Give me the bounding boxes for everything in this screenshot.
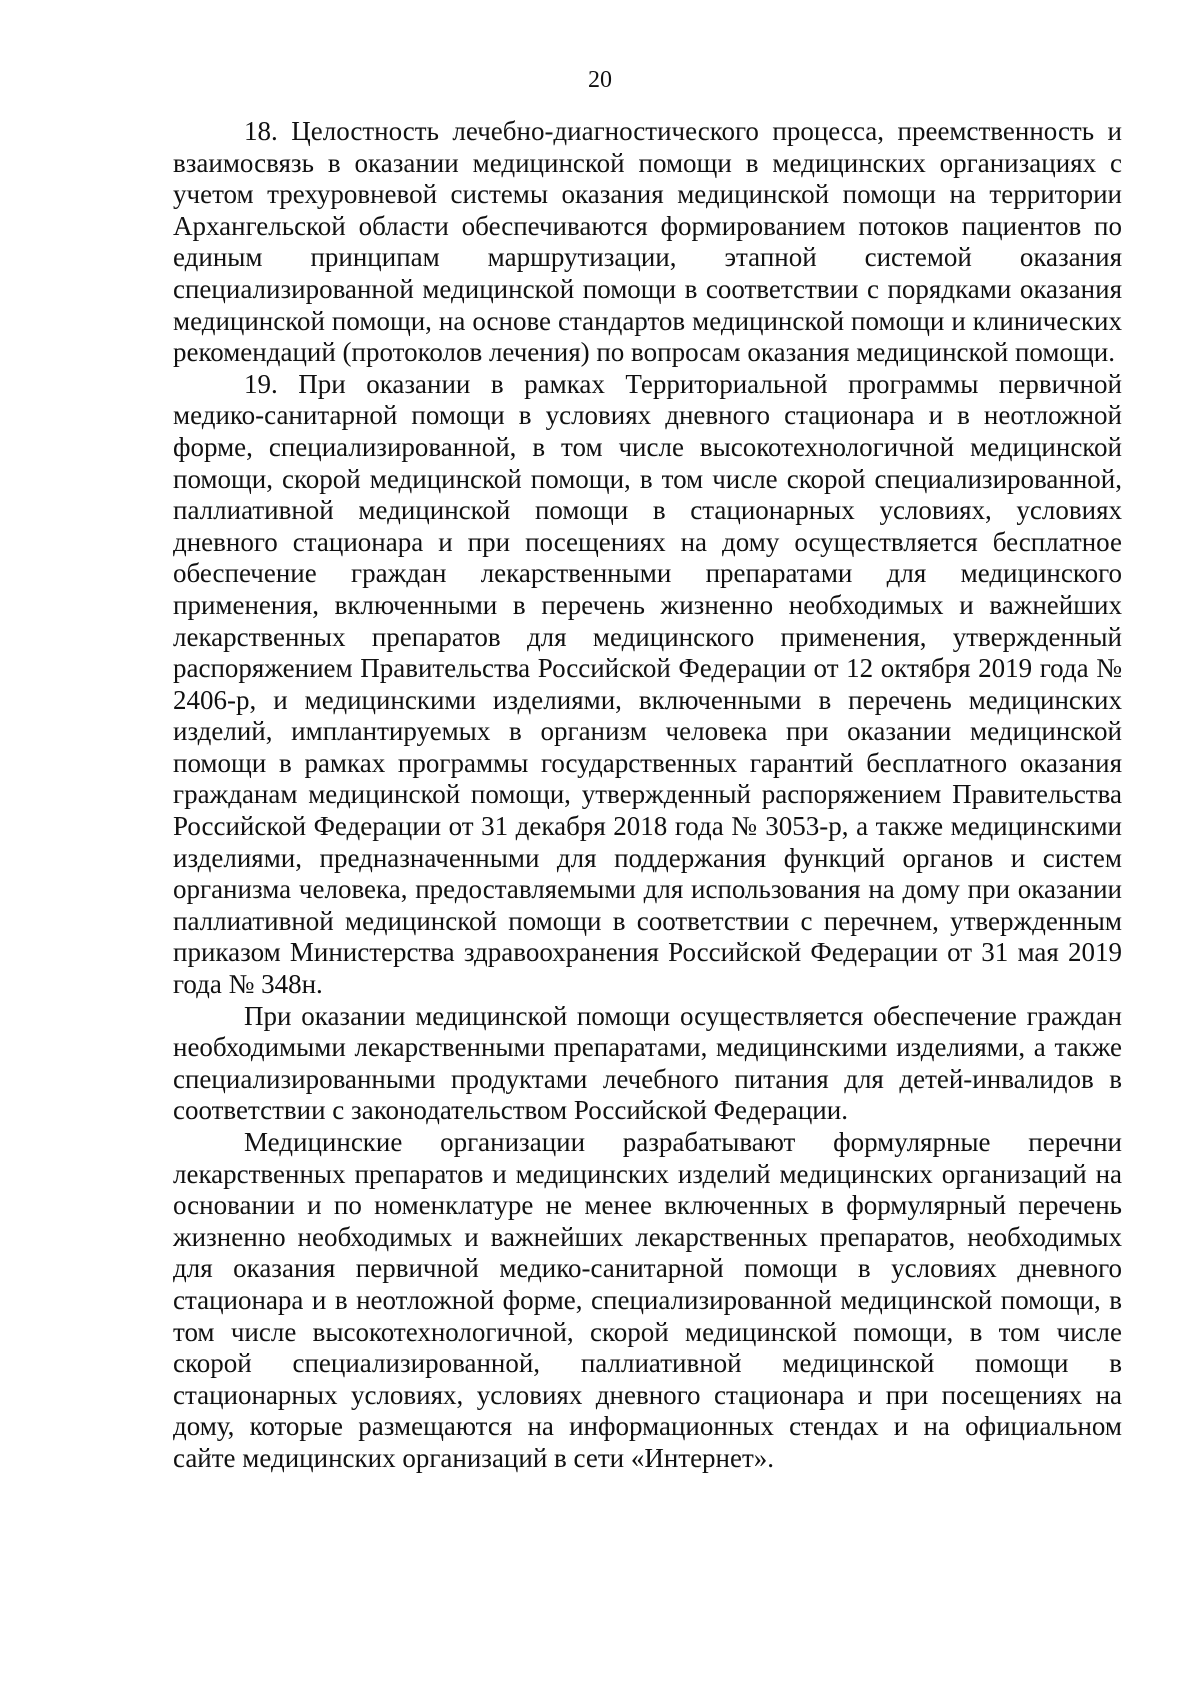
paragraph-medical-supply: При оказании медицинской помощи осуществляется обеспечение граждан необходимыми лекарственными препаратами, медицинскими изделиями, а также специализированными продуктами лечебного питания для детей-инвалидов в соответствии с законодательством Российской Федерации. bbox=[173, 1000, 1122, 1126]
paragraph-19: 19. При оказании в рамках Территориальной программы первичной медико-санитарной помощи в условиях дневного стационара и в неотложной форме, специализированной, в том числе высокотехнологичной медицинской помощи, скорой медицинской помощи, в том числе скорой специализированной, паллиативной медицинской помощи в стационарных условиях, условиях дневного стационара и при посещениях на дому осуществляется бесплатное обеспечение граждан лекарственными препаратами для медицинского применения, включенными в перечень жизненно необходимых и важнейших лекарственных препаратов для медицинского применения, утвержденный распоряжением Правительства Российской Федерации от 12 октября 2019 года № 2406-р, и медицинскими изделиями, включенными в перечень медицинских изделий, имплантируемых в организм человека при оказании медицинской помощи в рамках программы государственных гарантий бесплатного оказания гражданам медицинской помощи, утвержденный распоряжением Правительства Российской Федерации от 31 декабря 2018 года № 3053-р, а также медицинскими изделиями, предназначенными для поддержания функций органов и систем организма человека, предоставляемыми для использования на дому при оказании паллиативной медицинской помощи в соответствии с перечнем, утвержденным приказом Министерства здравоохранения Российской Федерации от 31 мая 2019 года № 348н. bbox=[173, 368, 1122, 1000]
document-body bbox=[173, 116, 1122, 1475]
paragraph-formulary-lists: Медицинские организации разрабатывают формулярные перечни лекарственных препаратов и медицинских изделий медицинских организаций на основании и по номенклатуре не менее включенных в формулярный перечень жизненно необходимых и важнейших лекарственных препаратов, необходимых для оказания первичной медико-санитарной помощи в условиях дневного стационара и в неотложной форме, специализированной медицинской помощи, в том числе высокотехнологичной, скорой медицинской помощи, в том числе скорой специализированной, паллиативной медицинской помощи в стационарных условиях, условиях дневного стационара и при посещениях на дому, которые размещаются на информационных стендах и на официальном сайте медицинских организаций в сети «Интернет». bbox=[173, 1127, 1122, 1473]
paragraph-18: 18. Целостность лечебно-диагностического процесса, преемственность и взаимосвязь в оказании медицинской помощи в медицинских организациях с учетом трехуровневой системы оказания медицинской помощи на территории Архангельской области обеспечиваются формированием потоков пациентов по единым принципам маршрутизации, этапной системой оказания специализированной медицинской помощи в соответствии с порядками оказания медицинской помощи, на основе стандартов медицинской помощи и клинических рекомендаций (протоколов лечения) по вопросам оказания медицинской помощи. bbox=[173, 116, 1122, 368]
page-number: 20 bbox=[588, 67, 612, 93]
